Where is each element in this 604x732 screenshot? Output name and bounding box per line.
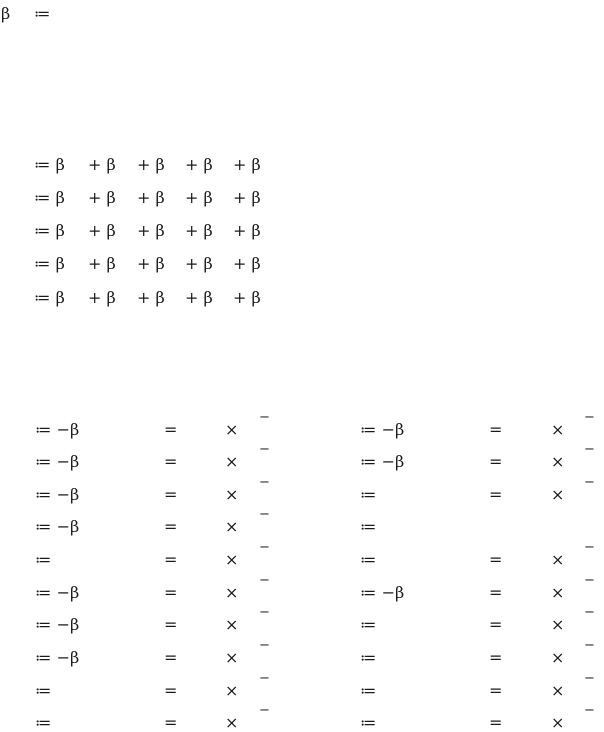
equation-lhs: ≔ −β — [35, 485, 80, 504]
matrix-cell: + β — [137, 254, 165, 273]
overbar-minus: − — [259, 475, 270, 490]
times-sign: × — [225, 615, 239, 634]
overbar-minus: − — [584, 442, 595, 457]
equation-lhs: ≔ — [360, 485, 377, 504]
times-sign: × — [551, 648, 565, 667]
overbar-minus: − — [584, 410, 595, 425]
matrix-cell: + β — [137, 221, 165, 240]
matrix-cell: + β — [88, 155, 116, 174]
overbar-minus: − — [259, 703, 270, 718]
matrix-cell: ≔ β — [34, 254, 65, 273]
matrix-cell: + β — [88, 254, 116, 273]
overbar-minus: − — [259, 442, 270, 457]
equals-sign: = — [164, 615, 178, 634]
equals-sign: = — [489, 485, 503, 504]
equation-lhs: ≔ −β — [360, 583, 405, 602]
overbar-minus: − — [259, 671, 270, 686]
overbar-minus: − — [259, 507, 270, 522]
equals-sign: = — [164, 485, 178, 504]
matrix-cell: + β — [233, 254, 261, 273]
equals-sign: = — [164, 648, 178, 667]
matrix-cell: + β — [185, 221, 213, 240]
matrix-cell: + β — [233, 155, 261, 174]
equation-lhs: ≔ — [35, 550, 52, 569]
equation-lhs: ≔ −β — [35, 517, 80, 536]
matrix-cell: ≔ β — [34, 188, 65, 207]
equation-lhs: ≔ −β — [35, 615, 80, 634]
equals-sign: = — [164, 452, 178, 471]
matrix-cell: ≔ β — [34, 288, 65, 307]
equals-sign: = — [164, 583, 178, 602]
equation-lhs: ≔ −β — [360, 452, 405, 471]
equals-sign: = — [489, 713, 503, 732]
times-sign: × — [551, 713, 565, 732]
times-sign: × — [225, 681, 239, 700]
overbar-minus: − — [259, 573, 270, 588]
times-sign: × — [551, 681, 565, 700]
matrix-cell: + β — [233, 188, 261, 207]
times-sign: × — [225, 420, 239, 439]
matrix-cell: ≔ β — [34, 221, 65, 240]
matrix-cell: + β — [233, 221, 261, 240]
matrix-cell: + β — [88, 221, 116, 240]
equation-lhs: ≔ — [360, 648, 377, 667]
overbar-minus: − — [259, 410, 270, 425]
times-sign: × — [551, 485, 565, 504]
overbar-minus: − — [584, 540, 595, 555]
equation-lhs: ≔ −β — [35, 648, 80, 667]
equation-lhs: ≔ — [360, 681, 377, 700]
matrix-cell: + β — [137, 188, 165, 207]
overbar-minus: − — [584, 671, 595, 686]
equals-sign: = — [164, 681, 178, 700]
times-sign: × — [551, 550, 565, 569]
overbar-minus: − — [584, 475, 595, 490]
times-sign: × — [225, 583, 239, 602]
times-sign: × — [225, 713, 239, 732]
overbar-minus: − — [584, 703, 595, 718]
equation-lhs: ≔ — [35, 713, 52, 732]
equation-lhs: ≔ −β — [35, 452, 80, 471]
times-sign: × — [551, 583, 565, 602]
matrix-cell: + β — [137, 155, 165, 174]
header-assign: ≔ — [34, 4, 51, 23]
equals-sign: = — [164, 550, 178, 569]
equals-sign: = — [164, 517, 178, 536]
times-sign: × — [551, 615, 565, 634]
header-symbol: β — [1, 4, 11, 23]
matrix-cell: + β — [88, 288, 116, 307]
matrix-cell: + β — [185, 254, 213, 273]
equation-lhs: ≔ −β — [35, 420, 80, 439]
equals-sign: = — [489, 681, 503, 700]
equals-sign: = — [489, 648, 503, 667]
equals-sign: = — [489, 615, 503, 634]
equals-sign: = — [164, 420, 178, 439]
times-sign: × — [225, 452, 239, 471]
equation-lhs: ≔ — [360, 550, 377, 569]
equation-lhs: ≔ — [360, 517, 377, 536]
overbar-minus: − — [584, 638, 595, 653]
equation-lhs: ≔ — [360, 615, 377, 634]
equals-sign: = — [489, 420, 503, 439]
times-sign: × — [551, 452, 565, 471]
overbar-minus: − — [584, 573, 595, 588]
matrix-cell: + β — [137, 288, 165, 307]
overbar-minus: − — [259, 540, 270, 555]
equation-lhs: ≔ −β — [360, 420, 405, 439]
overbar-minus: − — [584, 605, 595, 620]
times-sign: × — [225, 550, 239, 569]
equation-lhs: ≔ — [360, 713, 377, 732]
overbar-minus: − — [259, 605, 270, 620]
times-sign: × — [551, 420, 565, 439]
equals-sign: = — [164, 713, 178, 732]
overbar-minus: − — [259, 638, 270, 653]
equals-sign: = — [489, 452, 503, 471]
matrix-cell: + β — [185, 188, 213, 207]
matrix-cell: + β — [88, 188, 116, 207]
equation-lhs: ≔ — [35, 681, 52, 700]
equals-sign: = — [489, 550, 503, 569]
equation-lhs: ≔ −β — [35, 583, 80, 602]
matrix-cell: + β — [185, 155, 213, 174]
times-sign: × — [225, 648, 239, 667]
equals-sign: = — [489, 583, 503, 602]
matrix-cell: + β — [233, 288, 261, 307]
times-sign: × — [225, 485, 239, 504]
matrix-cell: + β — [185, 288, 213, 307]
matrix-cell: ≔ β — [34, 155, 65, 174]
times-sign: × — [225, 517, 239, 536]
